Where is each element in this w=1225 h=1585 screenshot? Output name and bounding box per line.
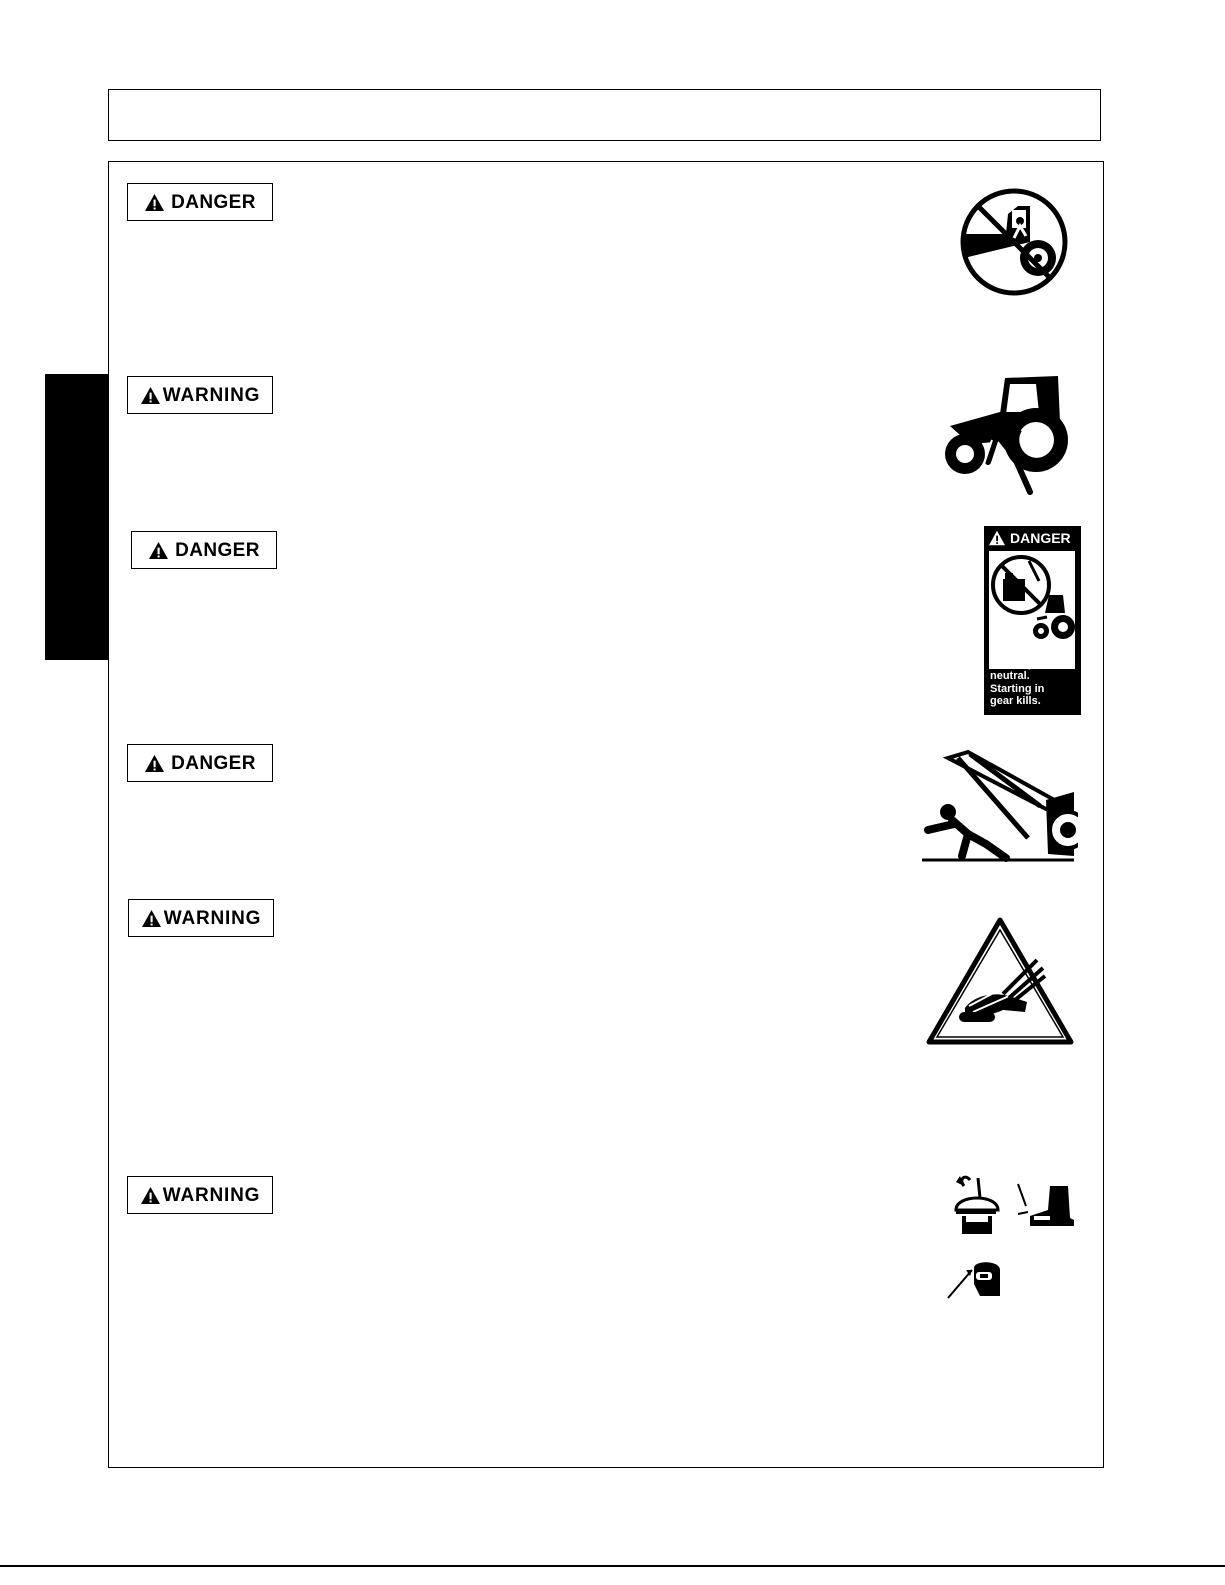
- page-header-box: [108, 89, 1101, 141]
- footer-rule: [0, 1565, 1225, 1567]
- danger-label: DANGER: [175, 539, 260, 561]
- warning-triangle-icon: [140, 1186, 161, 1205]
- tip-over-crush-icon: [918, 748, 1078, 864]
- warning-label: WARNING: [163, 907, 262, 929]
- decal-header: [984, 526, 1081, 550]
- danger-label: DANGER: [171, 191, 256, 213]
- start-in-gear-decal: [984, 526, 1081, 715]
- warning-label: WARNING: [162, 384, 261, 406]
- warning-sign-2: [128, 899, 274, 937]
- warning-triangle-icon: [140, 386, 161, 405]
- warning-triangle-icon: [148, 541, 169, 560]
- danger-sign-2: [131, 531, 277, 569]
- safety-glasses-icon: [944, 1258, 1008, 1302]
- start-in-gear-icon: [989, 551, 1075, 643]
- fluid-injection-icon: [925, 916, 1075, 1046]
- runover-icon: [940, 370, 1075, 498]
- warning-sign-3: [127, 1176, 273, 1214]
- warning-triangle-icon: [144, 193, 165, 212]
- decal-message: Start only from seat in park or neutral. Starting in gear kills.: [990, 645, 1069, 707]
- section-tab: [45, 374, 108, 660]
- safety-boot-icon: [1014, 1182, 1078, 1230]
- warning-triangle-icon: [141, 909, 162, 928]
- decal-danger-label: DANGER: [1010, 530, 1071, 546]
- warning-label: WARNING: [162, 1184, 261, 1206]
- warning-triangle-icon: [988, 530, 1006, 546]
- warning-triangle-icon: [144, 754, 165, 773]
- warning-sign-1: [127, 376, 273, 414]
- danger-sign-1: [127, 183, 273, 221]
- no-riders-icon: [958, 186, 1070, 298]
- danger-sign-3: [127, 744, 273, 782]
- danger-label: DANGER: [171, 752, 256, 774]
